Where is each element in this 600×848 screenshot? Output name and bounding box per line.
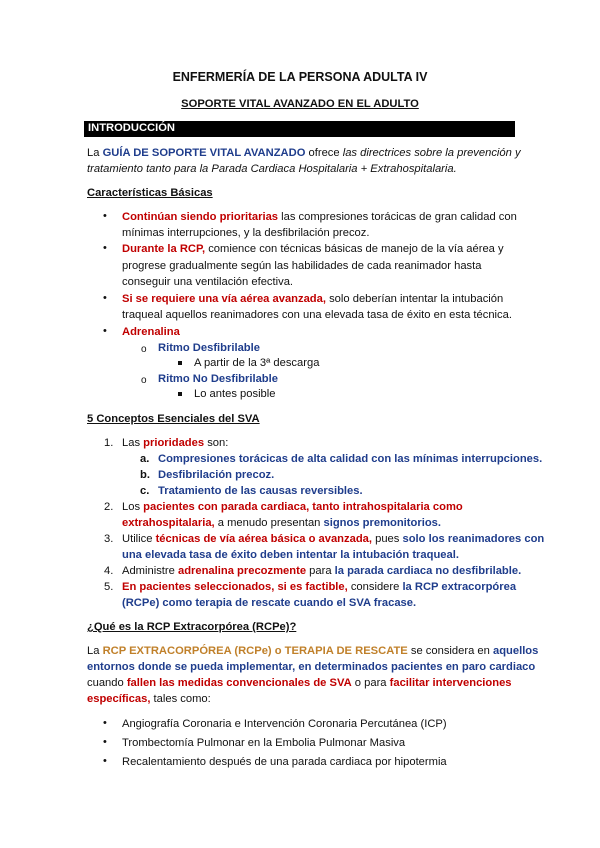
section-bar-introduccion (84, 121, 515, 137)
text-run: adrenalina precozmente (177, 565, 307, 577)
rcpe-line-1 (87, 645, 538, 657)
text-run: son: (204, 437, 229, 449)
sub-item-ritmo-desfibrilable: Ritmo Desfibrilable (158, 342, 260, 354)
bullet-2-line-3: conseguir una ventilación efectiva. (122, 276, 294, 288)
list-number: 4. (104, 565, 114, 577)
text-run: prioridades (143, 437, 205, 449)
bullet-3-line-2: traqueal aquellos reanimadores con una elevada tasa de éxito en esta técnica. (122, 309, 512, 321)
concept-1c: Tratamiento de las causas reversibles. (158, 485, 363, 497)
text-run: Administre (122, 565, 178, 577)
circle-bullet-icon: o (141, 344, 147, 355)
rcpe-line-4 (87, 693, 211, 705)
concept-2-line-2 (122, 517, 441, 529)
bullet-icon: • (103, 325, 107, 337)
bullet-icon: • (103, 210, 107, 222)
bullet-2-line-2: progrese gradualmente según las habilidades de cada reanimador hasta (122, 260, 482, 272)
bullet-4-adrenalina: Adrenalina (122, 326, 180, 338)
concept-5-line-1 (122, 581, 516, 593)
text-run: a menudo presentan (214, 517, 324, 529)
bullet-icon: • (103, 755, 107, 767)
bullet-icon: • (103, 242, 107, 254)
circle-bullet-icon: o (141, 375, 147, 386)
bullet-1-line-2: mínimas interrupciones, y la desfibrilación precoz. (122, 227, 370, 239)
section-title: INTRODUCCIÓN (88, 122, 176, 134)
text-run: se considera en (407, 645, 493, 657)
text-run: Continúan siendo prioritarias (122, 211, 279, 223)
intro-line-2: tratamiento tanto para la Parada Cardiaca Hospitalaria + Extrahospitalaria. (87, 163, 457, 175)
bullet-icon: • (103, 717, 107, 729)
text-run: específicas, (87, 693, 151, 705)
text-run: En pacientes seleccionados, si es factible, (122, 581, 348, 593)
text-run: tales como: (150, 693, 211, 705)
rcpe-line-2: entornos donde se pueda implementar, en determinados pacientes en paro cardiaco (87, 661, 536, 673)
concept-1 (122, 437, 228, 449)
text-run: RCP EXTRACORPÓREA (RCPe) o TERAPIA DE RESCATE (102, 645, 408, 657)
sub-sub-item: A partir de la 3ª descarga (194, 357, 320, 369)
text-run: Los (122, 501, 144, 513)
list-number: 1. (104, 437, 114, 449)
page-subtitle: SOPORTE VITAL AVANZADO EN EL ADULTO (181, 98, 419, 110)
bullet-2-line-1 (122, 243, 504, 255)
text-run: facilitar intervenciones (389, 677, 512, 689)
intro-line-1 (87, 147, 521, 159)
concept-3-line-2: una elevada tasa de éxito deben intentar la intubación traqueal. (122, 549, 459, 561)
bullet-3-line-1 (122, 293, 503, 305)
rcpe-line-3 (87, 677, 512, 689)
text-run: extrahospitalaria, (122, 517, 215, 529)
list-number: 3. (104, 533, 114, 545)
concept-1a: Compresiones torácicas de alta calidad con las mínimas interrupciones. (158, 453, 543, 465)
text-run: Utilice (122, 533, 156, 545)
bullet-1-line-1 (122, 211, 517, 223)
text-run: para (306, 565, 335, 577)
page-title: ENFERMERÍA DE LA PERSONA ADULTA IV (172, 70, 428, 84)
text-run: solo deberían intentar la intubación (325, 293, 504, 305)
section-heading-conceptos: 5 Conceptos Esenciales del SVA (87, 413, 260, 425)
list-letter: c. (140, 485, 150, 497)
text-run: o para (351, 677, 390, 689)
list-letter: b. (140, 469, 150, 481)
list-letter: a. (140, 453, 150, 465)
concept-5-line-2: (RCPe) como terapia de rescate cuando el SVA fracase. (122, 597, 417, 609)
text-run: Las (122, 437, 144, 449)
text-run: considere (347, 581, 403, 593)
text-run: signos premonitorios. (323, 517, 441, 529)
rcpe-item: Angiografía Coronaria e Intervención Coronaria Percutánea (ICP) (122, 718, 447, 730)
text-run: Durante la RCP, (122, 243, 206, 255)
section-heading-caracteristicas: Características Básicas (87, 187, 213, 199)
square-bullet-icon (178, 392, 182, 396)
text-run: la RCP extracorpórea (402, 581, 517, 593)
bullet-icon: • (103, 736, 107, 748)
text-run: fallen las medidas convencionales de SVA (126, 677, 352, 689)
text-run: comience con técnicas básicas de manejo de la vía aérea y (205, 243, 504, 255)
square-bullet-icon (178, 361, 182, 365)
sub-sub-item: Lo antes posible (194, 388, 276, 400)
text-run: cuando (87, 677, 127, 689)
text-run: las directrices sobre la prevención y (342, 147, 521, 159)
concept-1b: Desfibrilación precoz. (158, 469, 275, 481)
text-run: La (87, 645, 103, 657)
bullet-icon: • (103, 292, 107, 304)
text-run: aquellos (492, 645, 539, 657)
sub-item-ritmo-no-desfibrilable: Ritmo No Desfibrilable (158, 373, 278, 385)
text-run: la parada cardiaca no desfibrilable. (334, 565, 522, 577)
text-run: Si se requiere una vía aérea avanzada, (122, 293, 326, 305)
concept-2-line-1 (122, 501, 463, 513)
list-number: 2. (104, 501, 114, 513)
text-run: solo los reanimadores con (402, 533, 545, 545)
text-run: pues (372, 533, 403, 545)
concept-3-line-1 (122, 533, 544, 545)
rcpe-item: Trombectomía Pulmonar en la Embolia Pulmonar Masiva (122, 737, 406, 749)
text-run: ofrece (305, 147, 343, 159)
text-run: técnicas de vía aérea básica o avanzada, (155, 533, 372, 545)
list-number: 5. (104, 581, 114, 593)
text-run: La (87, 147, 103, 159)
text-run: las compresiones torácicas de gran calidad con (278, 211, 517, 223)
guide-name: GUÍA DE SOPORTE VITAL AVANZADO (102, 147, 306, 159)
rcpe-item: Recalentamiento después de una parada cardiaca por hipotermia (122, 756, 447, 768)
concept-4 (122, 565, 521, 577)
section-heading-rcpe: ¿Qué es la RCP Extracorpórea (RCPe)? (87, 621, 297, 633)
text-run: pacientes con parada cardiaca, tanto intrahospitalaria como (143, 501, 463, 513)
